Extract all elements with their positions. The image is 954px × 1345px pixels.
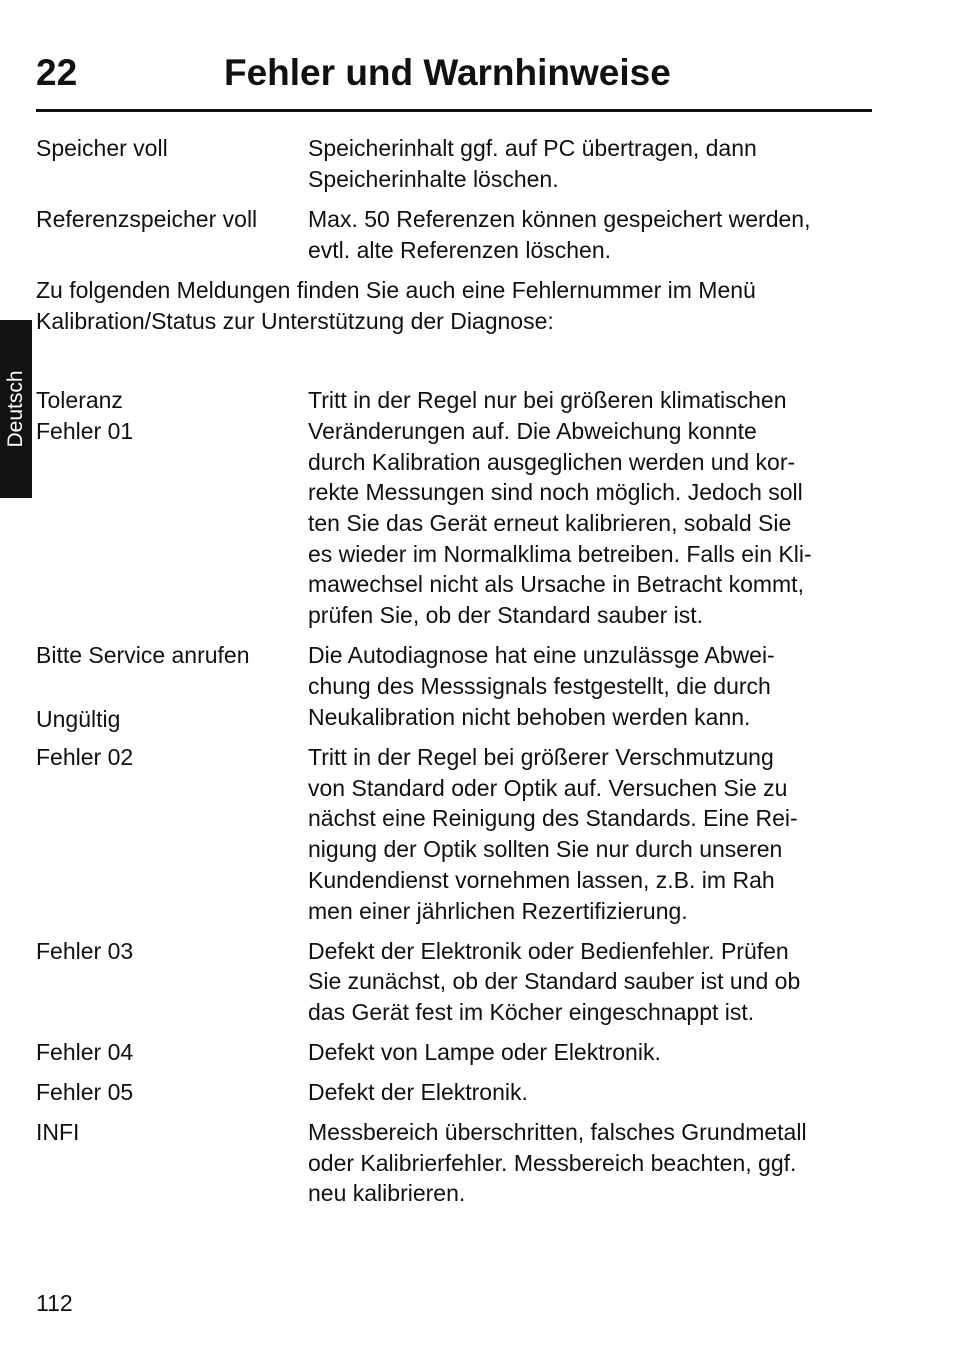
error-desc-line: Sie zunächst, ob der Standard sauber ist und ob [308, 968, 801, 994]
error-desc-line: Tritt in der Regel bei größerer Verschmutzung [308, 744, 774, 770]
page-title: Fehler und Warnhinweise [224, 52, 671, 93]
error-desc-line: chung des Messsignals festgestellt, die durch [308, 673, 771, 699]
entry-desc-line: Speicherinhalte löschen. [308, 166, 559, 192]
error-desc-line: Kundendienst vornehmen lassen, z.B. im Rah [308, 867, 775, 893]
error-term: Fehler 02 [36, 744, 134, 770]
error-desc-line: nächst eine Reinigung des Standards. Eine Rei- [308, 805, 798, 831]
title-rule [36, 109, 872, 112]
side-tab-label: Deutsch [4, 370, 27, 448]
error-desc-line: Veränderungen auf. Die Abweichung konnte [308, 418, 757, 444]
error-desc-line: Defekt der Elektronik oder Bedienfehler. Prüfen [308, 938, 789, 964]
error-desc-line: rekte Messungen sind noch möglich. Jedoch soll [308, 479, 803, 505]
error-desc-line: mawechsel nicht als Ursache in Betracht kommt, [308, 571, 804, 597]
error-desc-line: ten Sie das Gerät erneut kalibrieren, sobald Sie [308, 510, 792, 536]
error-term: Fehler 05 [36, 1079, 134, 1105]
entry-term: Referenzspeicher voll [36, 206, 258, 232]
error-term: INFI [36, 1119, 80, 1145]
error-desc-line: es wieder im Normalklima betreiben. Falls ein Kli- [308, 541, 812, 567]
error-desc-line: durch Kalibration ausgeglichen werden und kor- [308, 449, 796, 475]
error-desc-line: Messbereich überschritten, falsches Grundmetall [308, 1119, 807, 1145]
entry-term: Speicher voll [36, 135, 168, 161]
language-side-tab [0, 320, 32, 498]
intro-line: Kalibration/Status zur Unterstützung der Diagnose: [36, 308, 554, 334]
entry-desc-line: Speicherinhalt ggf. auf PC übertragen, dann [308, 135, 757, 161]
error-desc-line: Neukalibration nicht behoben werden kann. [308, 704, 751, 730]
error-term: Bitte Service anrufen [36, 642, 250, 668]
error-desc-line: neu kalibrieren. [308, 1180, 466, 1206]
error-term: Fehler 04 [36, 1039, 134, 1065]
error-term: Fehler 03 [36, 938, 134, 964]
intro-line: Zu folgenden Meldungen finden Sie auch eine Fehlernummer im Menü [36, 277, 756, 303]
error-desc-line: Defekt der Elektronik. [308, 1079, 528, 1105]
error-desc-line: men einer jährlichen Rezertifizierung. [308, 898, 688, 924]
error-desc-line: das Gerät fest im Köcher eingeschnappt ist. [308, 999, 755, 1025]
error-term: Toleranz [36, 387, 123, 413]
chapter-number: 22 [36, 52, 78, 93]
entry-desc-line: Max. 50 Referenzen können gespeichert werden, [308, 206, 811, 232]
error-term: Fehler 01 [36, 418, 134, 444]
error-desc-line: nigung der Optik sollten Sie nur durch unseren [308, 836, 783, 862]
page-number: 112 [36, 1290, 73, 1316]
error-desc-line: von Standard oder Optik auf. Versuchen Sie zu [308, 775, 788, 801]
error-desc-line: Defekt von Lampe oder Elektronik. [308, 1039, 661, 1065]
error-desc-line: Die Autodiagnose hat eine unzulässge Abwei- [308, 642, 775, 668]
entry-desc-line: evtl. alte Referenzen löschen. [308, 237, 612, 263]
error-desc-line: oder Kalibrierfehler. Messbereich beachten, ggf. [308, 1150, 797, 1176]
error-desc-line: prüfen Sie, ob der Standard sauber ist. [308, 602, 704, 628]
error-desc-line: Tritt in der Regel nur bei größeren klimatischen [308, 387, 787, 413]
error-term: Ungültig [36, 706, 121, 732]
